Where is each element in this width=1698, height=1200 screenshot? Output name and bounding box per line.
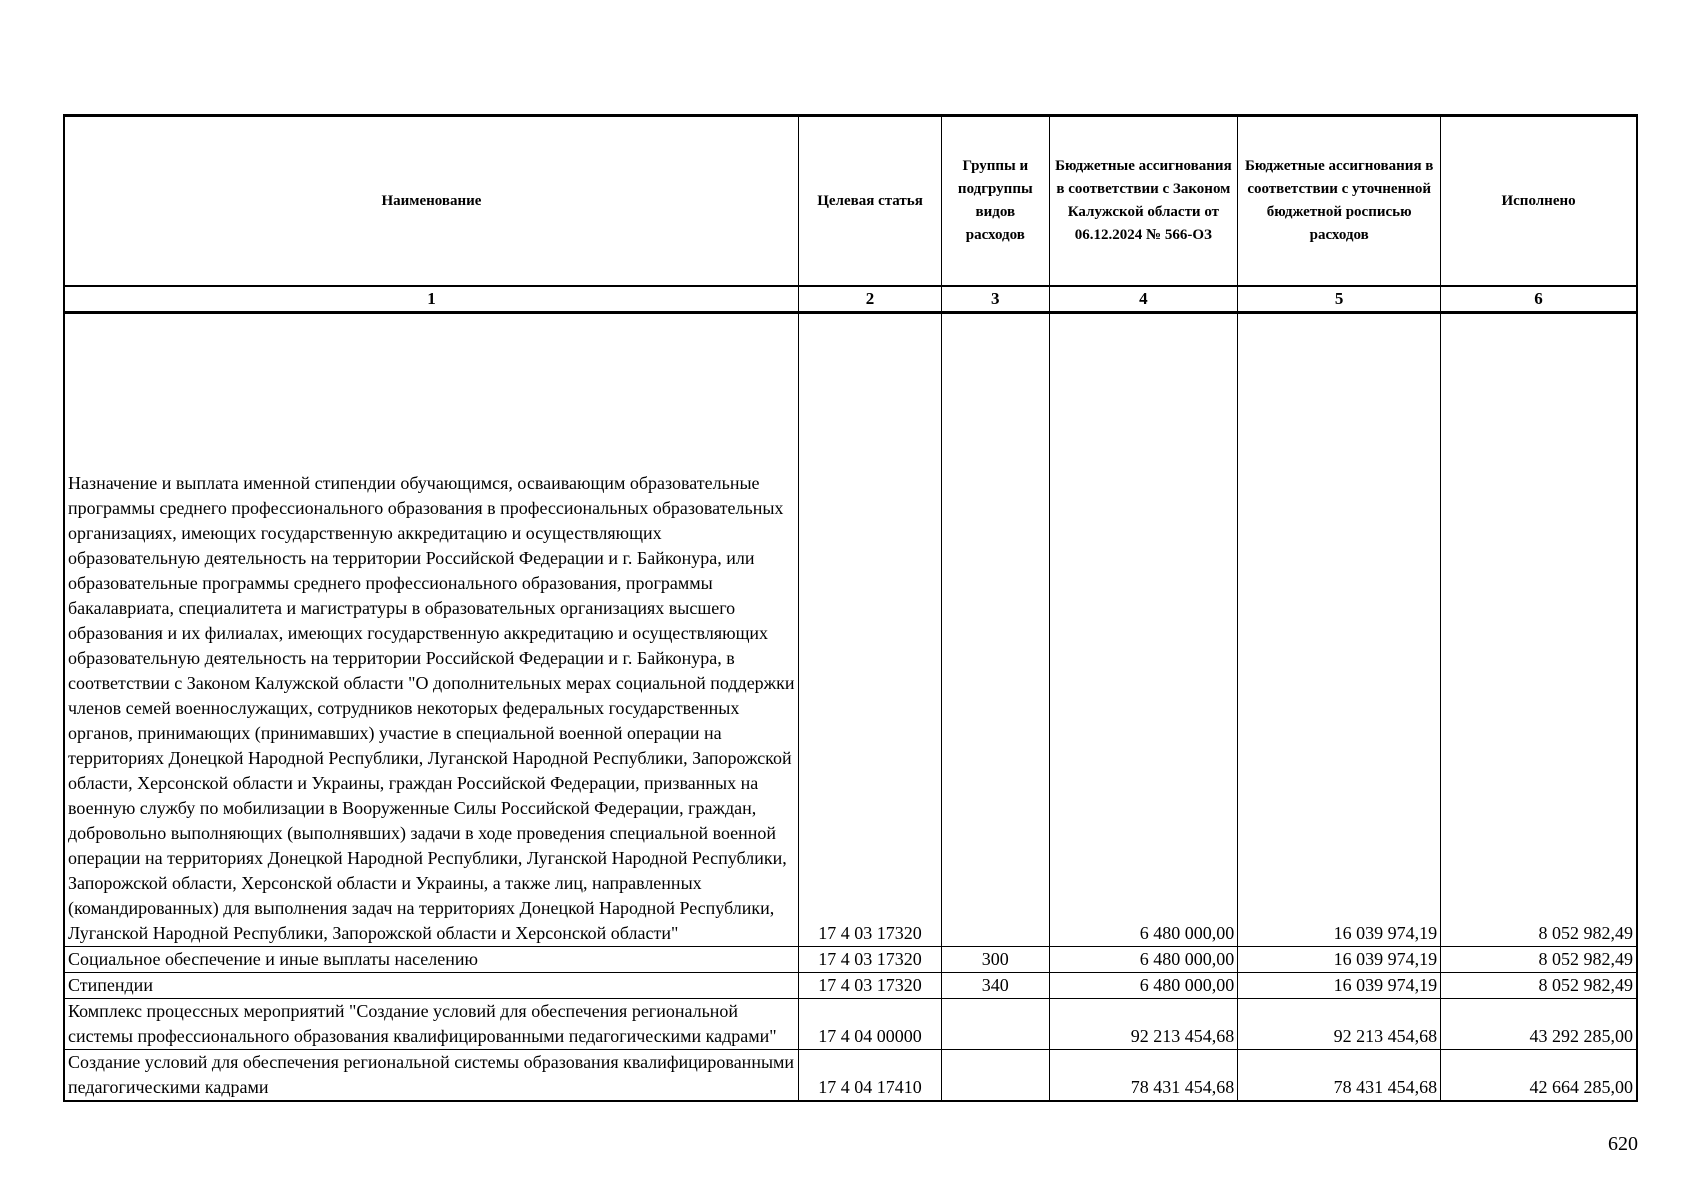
table-row [64, 1050, 1637, 1102]
row-target-article: 17 4 03 17320 [798, 947, 941, 973]
header-target-article: Целевая статья [798, 116, 941, 287]
column-number: 2 [798, 286, 941, 313]
row-law-amount: 78 431 454,68 [1049, 1050, 1238, 1102]
row-target-article: 17 4 04 00000 [798, 999, 941, 1050]
column-number: 5 [1238, 286, 1441, 313]
table-row [64, 999, 1637, 1050]
row-target-article: 17 4 03 17320 [798, 313, 941, 947]
row-executed-amount: 43 292 285,00 [1441, 999, 1637, 1050]
header-refined-allocations: Бюджетные ассигнования в соответствии с уточненной бюджетной росписью расходов [1238, 116, 1441, 287]
row-refined-amount: 92 213 454,68 [1238, 999, 1441, 1050]
row-law-amount: 92 213 454,68 [1049, 999, 1238, 1050]
page-number: 620 [1608, 1133, 1638, 1155]
table-row [64, 947, 1637, 973]
row-target-article: 17 4 04 17410 [798, 1050, 941, 1102]
row-name: Социальное обеспечение и иные выплаты населению [64, 947, 798, 973]
row-law-amount: 6 480 000,00 [1049, 973, 1238, 999]
table-row [64, 973, 1637, 999]
header-name: Наименование [64, 116, 798, 287]
row-refined-amount: 16 039 974,19 [1238, 313, 1441, 947]
row-refined-amount: 16 039 974,19 [1238, 947, 1441, 973]
budget-table [63, 114, 1638, 1102]
row-law-amount: 6 480 000,00 [1049, 947, 1238, 973]
row-name: Назначение и выплата именной стипендии обучающимся, осваивающим образовательные программы среднего профессионального образования в профессиональных образовательных организациях, имеющих государственную аккредитацию и осуществляющих образовательную деятельность на территории Российской Федерации и г. Байконура, или образовательные программы среднего профессионального образования, программы бакалавриата, специалитета и магистратуры в образовательных организациях высшего образования и их филиалах, имеющих государственную аккредитацию и осуществляющих образовательную деятельность на территории Российской Федерации и г. Байконура, в соответствии с Законом Калужской области "О дополнительных мерах социальной поддержки членов семей военнослужащих, сотрудников некоторых федеральных государственных органов, принимающих (принимавших) участие в специальной военной операции на территориях Донецкой Народной Республики, Луганской Народной Республики, Запорожской области, Херсонской области и Украины, граждан Российской Федерации, призванных на военную службу по мобилизации в Вооруженные Силы Российской Федерации, граждан, добровольно выполняющих (выполнявших) задачи в ходе проведения специальной военной операции на территориях Донецкой Народной Республики, Луганской Народной Республики, Запорожской области, Херсонской области и Украины, а также лиц, направленных (командированных) для выполнения задач на территориях Донецкой Народной Республики, Луганской Народной Республики, Запорожской области и Херсонской области" [64, 313, 798, 947]
row-expense-group [942, 999, 1049, 1050]
column-number: 6 [1441, 286, 1637, 313]
row-refined-amount: 16 039 974,19 [1238, 973, 1441, 999]
row-name: Создание условий для обеспечения региональной системы образования квалифицированными педагогическими кадрами [64, 1050, 798, 1102]
row-expense-group: 340 [942, 973, 1049, 999]
header-executed: Исполнено [1441, 116, 1637, 287]
column-number: 3 [942, 286, 1049, 313]
row-executed-amount: 42 664 285,00 [1441, 1050, 1637, 1102]
header-expense-groups: Группы и подгруппы видов расходов [942, 116, 1049, 287]
header-law-allocations: Бюджетные ассигнования в соответствии с Законом Калужской области от 06.12.2024 № 566-ОЗ [1049, 116, 1238, 287]
row-executed-amount: 8 052 982,49 [1441, 313, 1637, 947]
column-number: 4 [1049, 286, 1238, 313]
row-expense-group [942, 1050, 1049, 1102]
row-target-article: 17 4 03 17320 [798, 973, 941, 999]
row-name: Комплекс процессных мероприятий "Создание условий для обеспечения региональной системы профессионального образования квалифицированными педагогическими кадрами" [64, 999, 798, 1050]
column-number-row [64, 286, 1637, 313]
row-name: Стипендии [64, 973, 798, 999]
row-expense-group [942, 313, 1049, 947]
column-number: 1 [64, 286, 798, 313]
row-expense-group: 300 [942, 947, 1049, 973]
row-refined-amount: 78 431 454,68 [1238, 1050, 1441, 1102]
row-law-amount: 6 480 000,00 [1049, 313, 1238, 947]
row-executed-amount: 8 052 982,49 [1441, 947, 1637, 973]
header-row [64, 116, 1637, 287]
row-executed-amount: 8 052 982,49 [1441, 973, 1637, 999]
table-row [64, 313, 1637, 947]
